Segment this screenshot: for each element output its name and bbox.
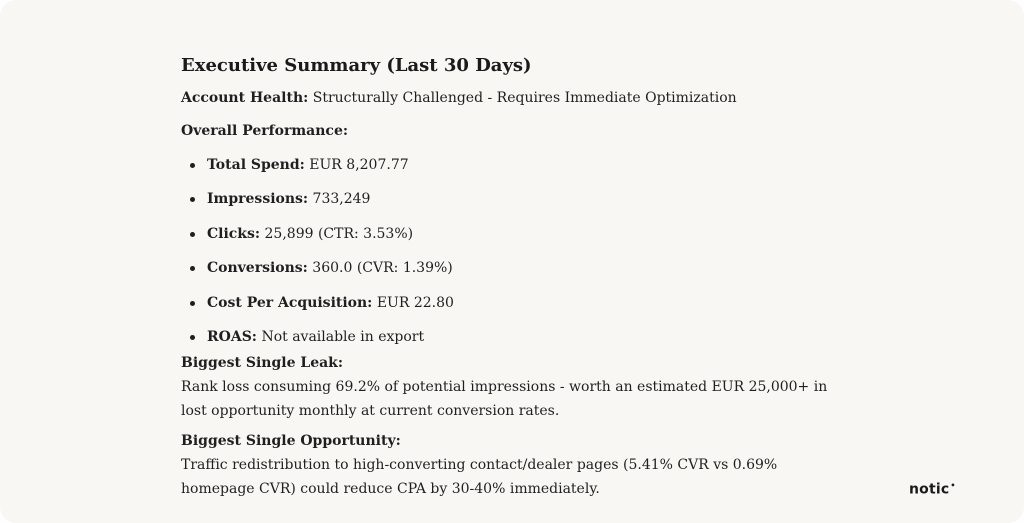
metric-label: Conversions: — [207, 260, 308, 277]
account-health-label: Account Health: — [181, 90, 309, 106]
metric-roas — [181, 327, 841, 347]
metric-label: Impressions: — [207, 191, 309, 208]
account-health — [181, 88, 841, 108]
metric-value: 360.0 (CVR: 1.39%) — [312, 260, 453, 277]
brand-logo — [909, 481, 956, 498]
bullet-icon — [190, 266, 195, 271]
biggest-opportunity-text: Traffic redistribution to high-converting contact/dealer pages (5.41% CVR vs 0.69% homepage CVR) could reduce CPA by 30-40% immediately. — [181, 457, 778, 498]
brand-logo-mark-icon: • — [950, 481, 956, 490]
bullet-icon — [190, 232, 195, 237]
biggest-leak-text: Rank loss consuming 69.2% of potential impressions - worth an estimated EUR 25,000+ in lost opportunity monthly at current conversion rates. — [181, 379, 828, 420]
brand-logo-text: notic — [909, 481, 950, 498]
metric-label: Clicks: — [207, 225, 261, 242]
biggest-leak-heading: Biggest Single Leak: — [181, 355, 344, 372]
metric-cpa — [181, 293, 841, 313]
page-title: Executive Summary (Last 30 Days) — [181, 55, 532, 76]
metric-value: 25,899 (CTR: 3.53%) — [264, 225, 414, 242]
executive-summary — [181, 54, 841, 501]
metric-value: EUR 22.80 — [376, 294, 454, 311]
metric-label: Total Spend: — [207, 157, 305, 173]
metric-value: EUR 8,207.77 — [309, 157, 409, 173]
metric-total-spend — [181, 155, 841, 175]
metrics-list — [181, 155, 841, 347]
account-health-value: Structurally Challenged - Requires Immediate Optimization — [312, 90, 737, 106]
overall-performance-heading: Overall Performance: — [181, 123, 349, 139]
bullet-icon — [190, 335, 195, 340]
metric-value: Not available in export — [261, 328, 425, 345]
metric-label: ROAS: — [207, 328, 257, 345]
metric-value: 733,249 — [312, 191, 371, 208]
metric-label: Cost Per Acquisition: — [207, 294, 373, 311]
metric-clicks — [181, 224, 841, 244]
bullet-icon — [190, 301, 195, 306]
metric-impressions — [181, 189, 841, 209]
bullet-icon — [190, 163, 195, 168]
biggest-opportunity-heading: Biggest Single Opportunity: — [181, 433, 401, 450]
metric-conversions — [181, 258, 841, 278]
bullet-icon — [190, 197, 195, 202]
